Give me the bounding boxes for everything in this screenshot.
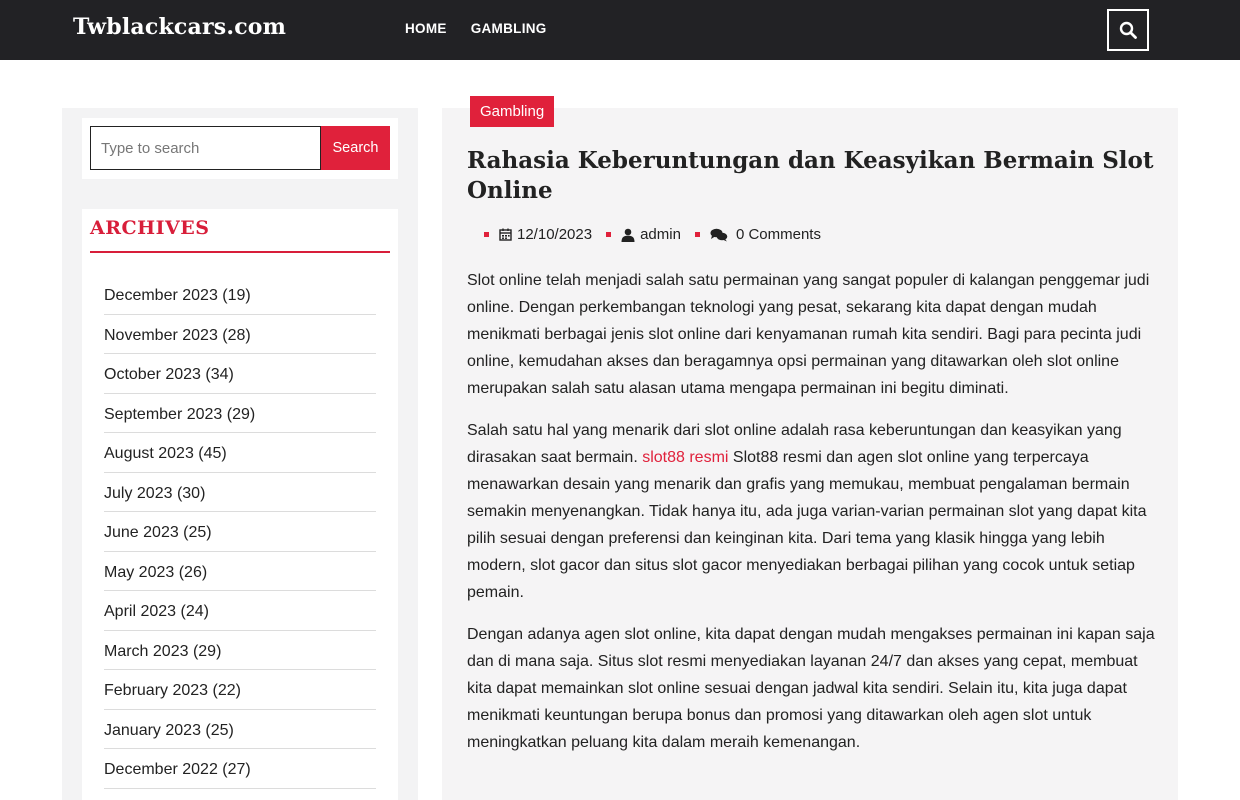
archive-item <box>104 749 376 789</box>
bullet-icon <box>695 232 700 237</box>
post-date-text[interactable]: 12/10/2023 <box>517 226 593 243</box>
bullet-icon <box>606 232 611 237</box>
paragraph-text: Slot88 resmi dan agen slot online yang terpercaya menawarkan desain yang menarik dan grafis yang memukau, membuat pengalaman bermain semakin menyenangkan. Tidak hanya itu, ada juga varian-varian permainan slot yang dapat kita pilih sesuai dengan preferensi dan keinginan kita. Dari tema yang klasik hingga yang lebih modern, slot gacor dan situs slot gacor menyediakan berbagai pilihan yang cocok untuk setiap pemain. <box>467 449 1147 601</box>
archive-item <box>104 552 376 592</box>
archive-item <box>104 591 376 631</box>
slot88-resmi-link[interactable]: slot88 resmi <box>642 449 729 466</box>
sidebar-search-widget <box>82 118 398 179</box>
archive-link[interactable]: September 2023 (29) <box>104 405 256 423</box>
archive-item <box>104 394 376 434</box>
main-nav <box>405 21 547 36</box>
post-paragraph: Dengan adanya agen slot online, kita dapat dengan mudah mengakses permainan ini kapan saja dan di mana saja. Situs slot resmi menyediakan layanan 24/7 dan akses yang cepat, membuat kita dapat memainkan slot online sesuai dengan jadwal kita sendiri. Selain itu, kita juga dapat menikmati keuntungan berupa bonus dan promosi yang ditawarkan oleh agen slot untuk meningkatkan peluang kita dalam meraih kemenangan. <box>467 626 1155 751</box>
archives-widget <box>82 209 398 800</box>
header-search-button[interactable] <box>1107 9 1149 51</box>
archive-link[interactable]: July 2023 (30) <box>104 484 206 502</box>
post-comments <box>695 226 821 243</box>
archive-item <box>104 275 376 315</box>
archive-item <box>104 512 376 552</box>
post-author-text[interactable]: admin <box>640 226 681 243</box>
post-title: Rahasia Keberuntungan dan Keasyikan Bermain Slot Online <box>467 147 1154 204</box>
site-title[interactable]: Twblackcars.com <box>73 14 287 40</box>
calendar-icon <box>499 228 512 241</box>
archive-item <box>104 354 376 394</box>
archive-link[interactable]: October 2023 (34) <box>104 366 234 383</box>
archives-list <box>104 275 376 789</box>
nav-item-gambling[interactable]: GAMBLING <box>470 21 547 36</box>
archive-link[interactable]: May 2023 (26) <box>104 563 208 581</box>
archive-link[interactable]: December 2023 (19) <box>104 287 251 304</box>
archive-item <box>104 710 376 750</box>
archive-item <box>104 433 376 473</box>
post-paragraph: Slot online telah menjadi salah satu permainan yang sangat populer di kalangan penggemar judi online. Dengan perkembangan teknologi yang pesat, sekarang kita dapat dengan mudah menikmati berbagai jenis slot online dari kenyamanan rumah kita sendiri. Bagi para pecinta judi online, kemudahan akses dan beragamnya opsi permainan yang ditawarkan oleh slot online merupakan salah satu alasan utama mengapa permainan ini begitu diminati. <box>467 272 1150 397</box>
post-paragraph <box>467 417 1157 606</box>
post-date <box>484 226 592 243</box>
site-header <box>0 0 1240 60</box>
post-author <box>606 226 681 243</box>
search-input[interactable] <box>90 126 321 170</box>
post-comments-text[interactable]: 0 Comments <box>735 226 821 243</box>
search-button[interactable]: Search <box>321 126 390 170</box>
archive-link[interactable]: December 2022 (27) <box>104 761 251 778</box>
paragraph-text: Salah satu hal yang menarik dari slot online adalah rasa keberuntungan dan keasyikan yang dirasakan saat bermain. <box>467 422 1122 466</box>
post-article <box>442 103 1178 800</box>
archive-link[interactable]: June 2023 (25) <box>104 524 212 541</box>
archive-link[interactable]: January 2023 (25) <box>104 721 234 739</box>
user-icon <box>621 228 635 242</box>
archive-item <box>104 315 376 355</box>
bullet-icon <box>484 232 489 237</box>
archive-link[interactable]: April 2023 (24) <box>104 603 209 620</box>
category-badge[interactable]: Gambling <box>470 96 554 127</box>
archive-link[interactable]: August 2023 (45) <box>104 445 227 462</box>
search-icon <box>1119 21 1137 39</box>
archive-item <box>104 473 376 513</box>
archive-link[interactable]: February 2023 (22) <box>104 682 241 699</box>
archive-item <box>104 631 376 671</box>
comments-icon <box>710 228 728 242</box>
archives-heading: ARCHIVES <box>90 217 390 253</box>
archive-link[interactable]: March 2023 (29) <box>104 642 222 660</box>
sidebar <box>62 108 418 800</box>
post-content <box>467 267 1157 771</box>
archive-link[interactable]: November 2023 (28) <box>104 326 251 344</box>
nav-item-home[interactable]: HOME <box>405 21 447 36</box>
archive-item <box>104 670 376 710</box>
post-meta <box>484 226 835 243</box>
